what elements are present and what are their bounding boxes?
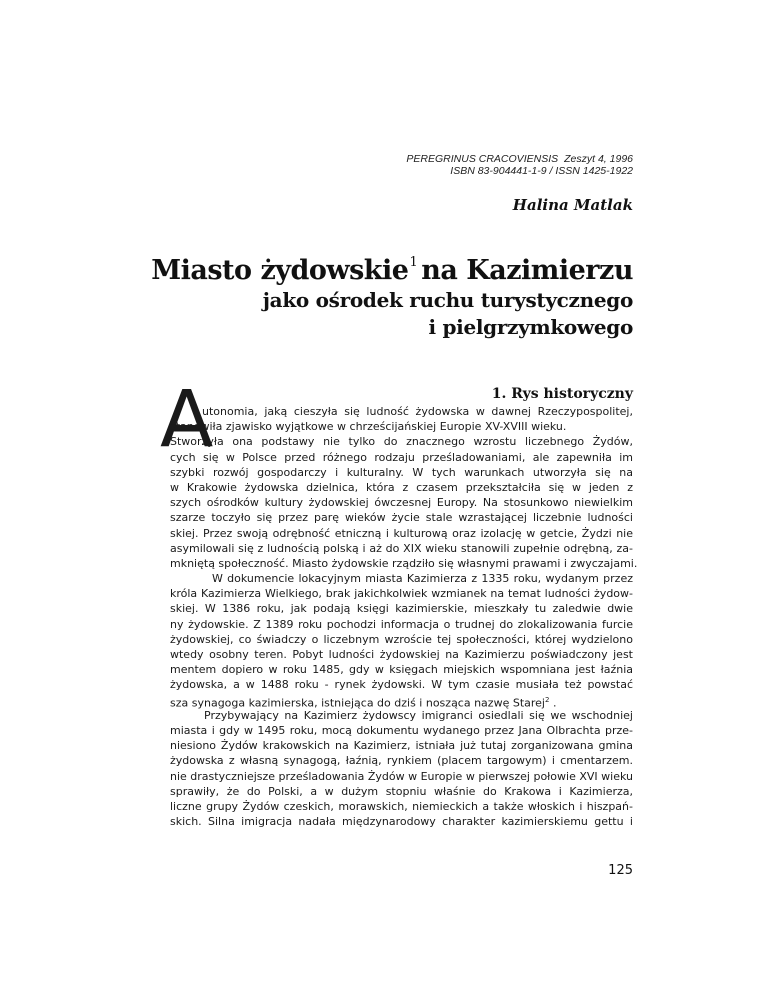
drop-cap: A [160,375,212,465]
body-line: asymilowali się z ludnością polską i aż do XIX wieku stanowili zupełnie odrębną, za- [170,541,633,555]
body-line-with-footnote [170,693,633,708]
body-line: W dokumencie lokacyjnym miasta Kazimierza z 1335 roku, wydanym przez [212,572,633,586]
body-line: żydowska z własną synagogą, łaźnią, rynkiem (placem targowym) i cmentarzem. [170,754,633,768]
article-title [151,255,633,286]
journal-line [406,153,633,165]
body-line: ny żydowskie. Z 1389 roku pochodzi informacja o trudnej do zlokalizowania furcie [170,617,633,631]
body-line: sprawiły, że do Polski, a w dużym stopniu właśnie do Krakowa i Kazimierza, [170,784,633,798]
body-line: Przybywający na Kazimierz żydowscy imigranci osiedlali się we wschodniej [204,708,633,722]
body-line-end: . [549,696,557,710]
body-line: skiej. W 1386 roku, jak podają księgi kazimierskie, mieszkały tu zaledwie dwie [170,602,633,616]
body-line: Stworzyła ona podstawy nie tylko do znacznego wzrostu liczebnego Żydów, [170,435,633,449]
body-line-text: sza synagoga kazimierska, istniejąca do dziś i nosząca nazwę Starej [170,696,545,710]
body-line: skiej. Przez swoją odrębność etniczną i kulturową oraz izolację w getcie, Żydzi nie [170,526,633,540]
body-line: mkniętą społeczność. Miasto żydowskie rządziło się własnymi prawami i zwyczajami. [170,556,638,570]
body-line: żydowska, a w 1488 roku - rynek żydowski. W tym czasie musiała też powstać [170,678,633,692]
journal-issue: Zeszyt 4, 1996 [564,153,633,165]
journal-name: PEREGRINUS CRACOVIENSIS [406,153,559,165]
subtitle-line-2: i pielgrzymkowego [428,315,633,339]
body-text [170,404,638,829]
body-line: szarze toczyło się przez parę wieków życie stale wzrastającej liczebnie ludności [170,511,633,525]
body-line: nie drastyczniejsze prześladowania Żydów w Europie w pierwszej połowie XVI wieku [170,769,633,783]
body-line: w Krakowie żydowska dzielnica, która z czasem przekształciła się w jeden z [170,480,633,494]
author-name: Halina Matlak [512,196,633,214]
body-line: żydowskiej, co świadczy o liczebnym wzroście tej społeczności, której wydzielono [170,632,633,646]
body-line: utonomia, jaką cieszyła się ludność żydowska w dawnej Rzeczypospolitej, [202,405,633,418]
body-line: niesiono Żydów krakowskich na Kazimierz, istniała już tutaj zorganizowana gmina [170,739,633,753]
title-part-1: Miasto żydowskie [151,255,409,286]
article-subtitle [263,287,633,341]
body-line: liczne grupy Żydów czeskich, morawskich, niemieckich a także włoskich i hiszpań- [170,799,633,813]
body-line: miasta i gdy w 1495 roku, mocą dokumentu wydanego przez Jana Olbrachta prze- [170,723,633,737]
body-line: cych się w Polsce przed różnego rodzaju prześladowaniami, ale zapewniła im [170,450,633,464]
body-line: wtedy osobny teren. Pobyt ludności żydowskiej na Kazimierzu poświadczony jest [170,648,633,661]
subtitle-line-1: jako ośrodek ruchu turystycznego [262,288,633,312]
page-number: 125 [608,863,633,878]
body-line: stanowiła zjawisko wyjątkowe w chrześcijańskiej Europie XV-XVIII wieku. [170,420,567,434]
body-line: króla Kazimierza Wielkiego, brak jakichkolwiek wzmianek na temat ludności żydow- [170,587,633,601]
journal-header [406,153,633,177]
journal-isbn: ISBN 83-904441-1-9 / ISSN 1425-1922 [450,165,633,177]
body-line: skich. Silna imigracja nadała międzynarodowy charakter kazimierskiemu gettu i [170,815,633,829]
body-line: mentem dopiero w roku 1485, gdy w księgach miejskich wspomniana jest łaźnia [170,663,633,677]
body-line: szybki rozwój gospodarczy i kulturalny. W tych warunkach utworzyła się na [170,465,633,479]
title-footnote-ref: 1 [409,255,418,270]
section-heading: 1. Rys historyczny [491,386,633,402]
body-line: szych ośrodków kultury żydowskiej ówczesnej Europy. Na stosunkowo niewielkim [170,496,633,510]
title-part-2: na Kazimierzu [421,255,633,286]
footnote-ref-2: 2 [544,695,550,704]
